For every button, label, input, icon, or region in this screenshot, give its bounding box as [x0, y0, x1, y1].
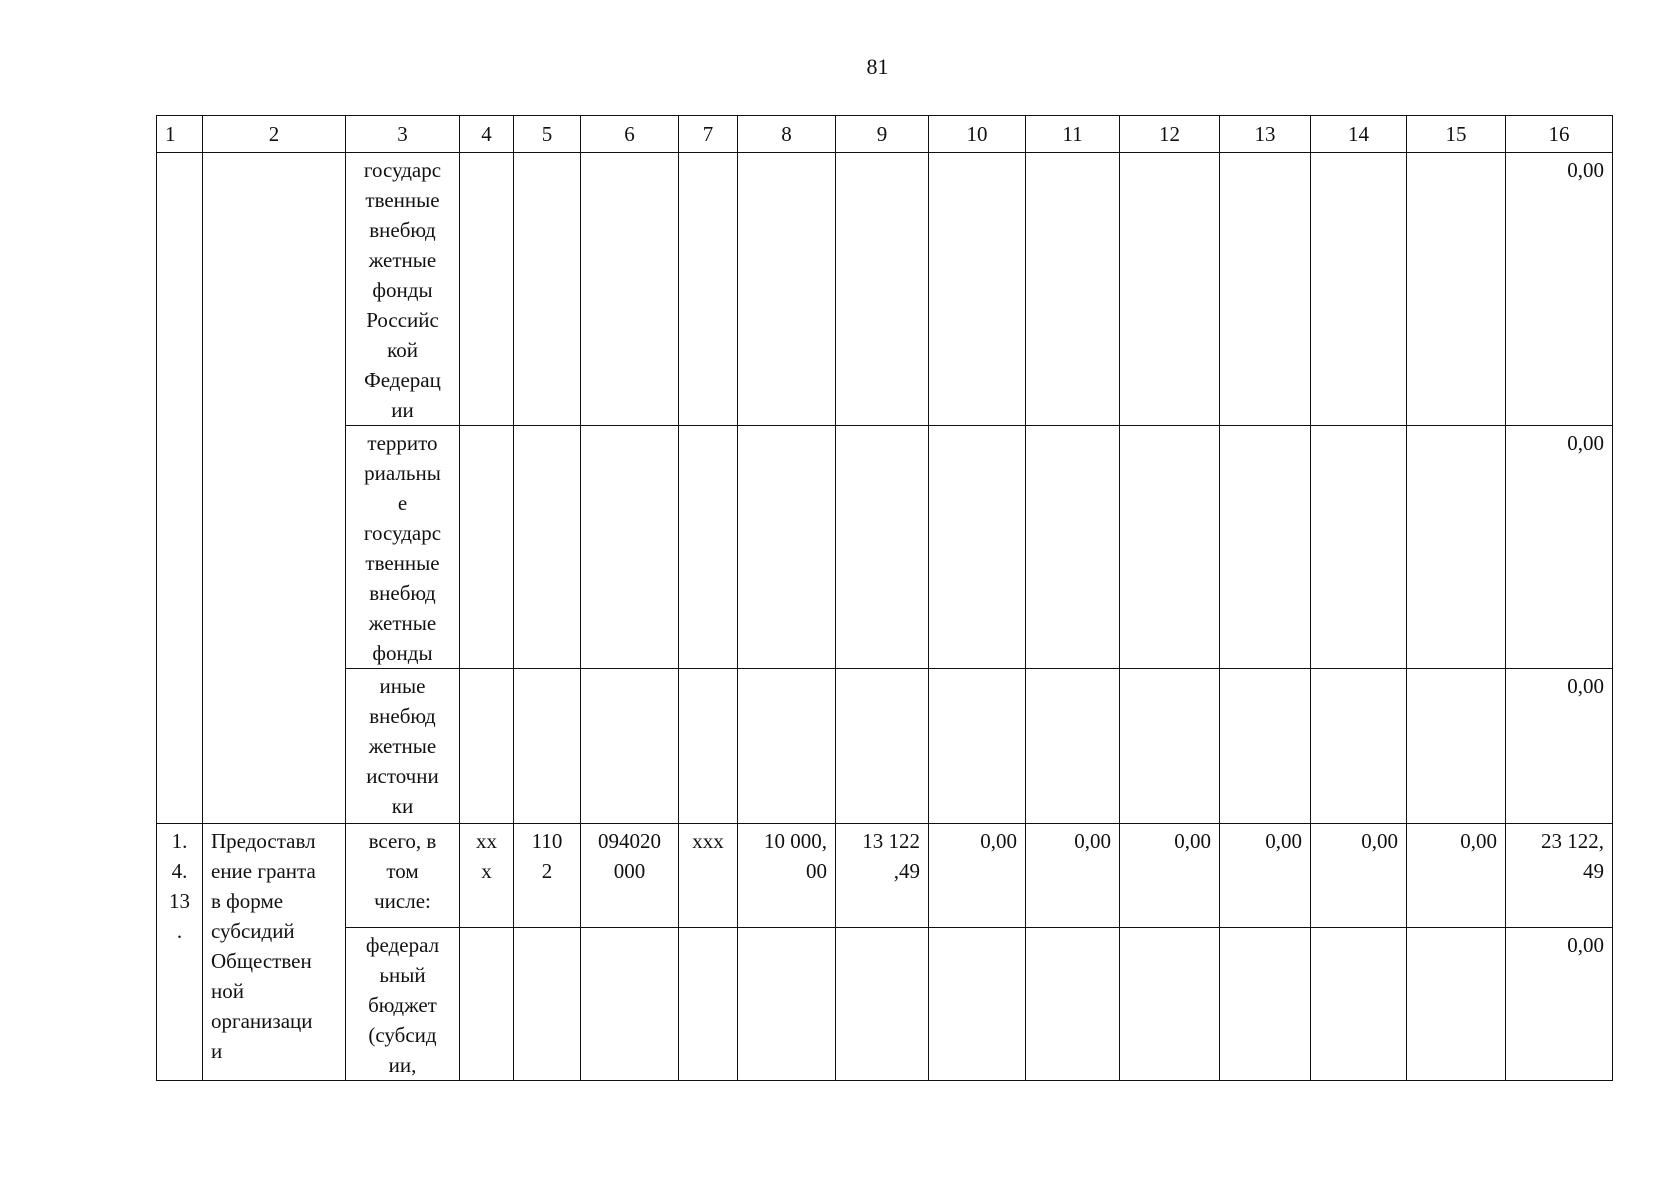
table-cell	[1120, 928, 1220, 1081]
table-cell	[679, 669, 738, 824]
column-number: 15	[1407, 116, 1506, 153]
table-cell	[738, 928, 836, 1081]
column-number: 7	[679, 116, 738, 153]
cell-value: 110 2	[531, 829, 563, 883]
cell-value: 094020 000	[598, 829, 661, 883]
table-cell	[460, 426, 514, 669]
table-cell	[581, 426, 679, 669]
table-cell: 0,00	[1407, 824, 1506, 928]
budget-table	[156, 115, 1613, 1081]
table-cell: 0,00	[1311, 824, 1407, 928]
table-cell	[1407, 669, 1506, 824]
column-number: 2	[203, 116, 346, 153]
item-name-cell	[203, 824, 346, 1081]
cell-value: 10 000, 00	[764, 829, 827, 883]
column-number: 12	[1120, 116, 1220, 153]
cell-col1-empty	[157, 153, 203, 824]
table-cell	[460, 153, 514, 426]
total-cell	[1506, 824, 1613, 928]
table-cell	[1220, 153, 1311, 426]
funding-source-label: террито риальны е государс твенные внебюд жетные фонды	[363, 431, 442, 665]
table-cell	[1120, 153, 1220, 426]
table-cell	[1311, 153, 1407, 426]
funding-source-cell	[346, 928, 460, 1081]
table-cell	[738, 153, 836, 426]
column-number: 8	[738, 116, 836, 153]
table-cell	[1407, 928, 1506, 1081]
table-cell	[1220, 669, 1311, 824]
funding-source-label: государс твенные внебюд жетные фонды Российс кой Федерац ии	[363, 158, 442, 422]
table-cell	[1407, 153, 1506, 426]
table-cell	[679, 153, 738, 426]
cell-col2-empty	[203, 153, 346, 824]
cell-value: ххх	[692, 829, 724, 853]
table-cell	[581, 824, 679, 928]
table-cell	[514, 824, 581, 928]
table-cell	[679, 824, 738, 928]
total-cell: 0,00	[1506, 928, 1613, 1081]
column-number: 1	[157, 116, 203, 153]
funding-source-cell	[346, 426, 460, 669]
table-cell	[738, 669, 836, 824]
column-number: 11	[1026, 116, 1120, 153]
table-row	[157, 426, 1613, 669]
funding-source-cell	[346, 669, 460, 824]
table-cell	[738, 824, 836, 928]
table-cell	[460, 928, 514, 1081]
table-cell	[1220, 928, 1311, 1081]
table-cell	[581, 153, 679, 426]
column-number: 10	[929, 116, 1026, 153]
table-row	[157, 669, 1613, 824]
column-number: 5	[514, 116, 581, 153]
table-cell: 0,00	[929, 824, 1026, 928]
table-cell	[929, 669, 1026, 824]
item-number-cell	[157, 824, 203, 1081]
column-number: 9	[836, 116, 929, 153]
page-number: 81	[866, 54, 889, 79]
cell-value: хх х	[476, 829, 497, 883]
column-number: 3	[346, 116, 460, 153]
column-number: 16	[1506, 116, 1613, 153]
table-cell	[836, 824, 929, 928]
table-cell: 0,00	[1220, 824, 1311, 928]
table-cell	[514, 426, 581, 669]
table-cell	[1311, 426, 1407, 669]
item-name: Предоставл ение гранта в форме субсидий Обществен ной организаци и	[211, 829, 316, 1063]
cell-value: 13 122 ,49	[862, 829, 920, 883]
table-cell	[1120, 669, 1220, 824]
table-row	[157, 928, 1613, 1081]
total-cell: 0,00	[1506, 153, 1613, 426]
column-number-row	[157, 116, 1613, 153]
table-row	[157, 824, 1613, 928]
table-cell	[1311, 669, 1407, 824]
table-cell	[929, 426, 1026, 669]
table-cell: 0,00	[1026, 824, 1120, 928]
table-cell	[581, 669, 679, 824]
table-cell	[738, 426, 836, 669]
column-number: 13	[1220, 116, 1311, 153]
table-cell	[836, 928, 929, 1081]
table-cell	[836, 669, 929, 824]
column-number: 14	[1311, 116, 1407, 153]
table-row	[157, 153, 1613, 426]
table-cell	[1026, 426, 1120, 669]
table-cell	[929, 928, 1026, 1081]
total-cell: 0,00	[1506, 669, 1613, 824]
table-cell	[1120, 426, 1220, 669]
table-cell	[514, 153, 581, 426]
table-cell	[1407, 426, 1506, 669]
table-cell	[460, 824, 514, 928]
column-number: 4	[460, 116, 514, 153]
table-cell	[679, 426, 738, 669]
funding-source-cell	[346, 153, 460, 426]
table-cell	[836, 426, 929, 669]
table-cell	[1026, 669, 1120, 824]
funding-source-cell	[346, 824, 460, 928]
column-number: 6	[581, 116, 679, 153]
total-cell: 0,00	[1506, 426, 1613, 669]
table-cell	[1026, 928, 1120, 1081]
table-cell	[679, 928, 738, 1081]
table-cell	[929, 153, 1026, 426]
table-cell	[1311, 928, 1407, 1081]
table-cell	[1220, 426, 1311, 669]
table-cell	[514, 669, 581, 824]
table-cell: 0,00	[1120, 824, 1220, 928]
funding-source-label: федерал ьный бюджет (субсид ии,	[365, 933, 440, 1077]
table-cell	[514, 928, 581, 1081]
item-number: 1. 4. 13 .	[169, 829, 190, 943]
funding-source-label: всего, в том числе:	[368, 829, 437, 913]
table-cell	[1026, 153, 1120, 426]
cell-value: 23 122, 49	[1541, 829, 1604, 883]
table-cell	[460, 669, 514, 824]
table-cell	[581, 928, 679, 1081]
table-cell	[836, 153, 929, 426]
funding-source-label: иные внебюд жетные источни ки	[366, 674, 439, 818]
